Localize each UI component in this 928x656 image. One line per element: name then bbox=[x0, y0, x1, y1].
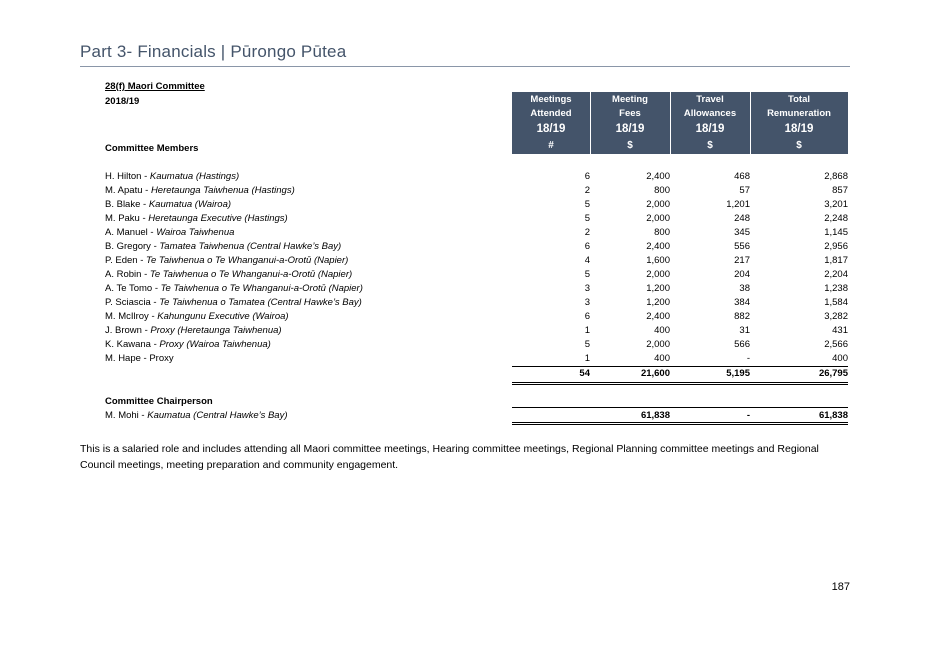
role-text: Proxy (Heretaunga Taiwhenua) bbox=[150, 325, 282, 336]
cell-travel: 204 bbox=[734, 269, 750, 280]
header-line: Remuneration bbox=[767, 108, 831, 119]
header-total bbox=[750, 92, 848, 154]
name-text: M. McIlroy - bbox=[105, 311, 158, 322]
cell-travel: 1,201 bbox=[726, 199, 750, 210]
member-name bbox=[105, 227, 234, 238]
name-text: A. Robin - bbox=[105, 269, 150, 280]
header-line: Attended bbox=[530, 108, 572, 119]
name-text: M. Mohi - bbox=[105, 410, 148, 421]
table-row bbox=[105, 325, 848, 339]
cell-meetings: 3 bbox=[584, 297, 590, 308]
member-name bbox=[105, 269, 352, 280]
table-row bbox=[105, 213, 848, 227]
name-text: A. Manuel - bbox=[105, 227, 157, 238]
table-row bbox=[105, 241, 848, 255]
cell-travel: 57 bbox=[739, 185, 750, 196]
role-text: Wairoa Taiwhenua bbox=[156, 227, 235, 238]
cell-fees: 1,200 bbox=[646, 283, 670, 294]
cell-fees: 2,400 bbox=[646, 241, 670, 252]
header-line: Travel bbox=[696, 94, 724, 105]
chair-rule-bottom-double bbox=[512, 424, 848, 425]
role-text: Tamatea Taiwhenua (Central Hawke’s Bay) bbox=[159, 241, 342, 252]
name-text: B. Gregory - bbox=[105, 241, 160, 252]
chair-total: 61,838 bbox=[818, 410, 848, 421]
total-fees: 21,600 bbox=[640, 368, 670, 379]
header-line: 18/19 bbox=[695, 123, 725, 135]
cell-meetings: 4 bbox=[584, 255, 590, 266]
table-row bbox=[105, 171, 848, 185]
cell-travel: 468 bbox=[734, 171, 750, 182]
cell-meetings: 6 bbox=[584, 311, 590, 322]
section-year: 2018/19 bbox=[105, 96, 140, 107]
member-name bbox=[105, 353, 174, 364]
cell-meetings: 5 bbox=[584, 199, 590, 210]
cell-travel: 345 bbox=[734, 227, 750, 238]
name-text: J. Brown - bbox=[105, 325, 151, 336]
header-line: Allowances bbox=[683, 108, 737, 119]
member-name bbox=[105, 311, 289, 322]
table-row bbox=[105, 353, 848, 367]
role-text: Kaumatua (Hastings) bbox=[149, 171, 240, 182]
members-label: Committee Members bbox=[105, 143, 199, 154]
name-text: P. Eden - bbox=[105, 255, 147, 266]
header-line: Meeting bbox=[612, 94, 648, 105]
cell-total: 2,566 bbox=[824, 339, 848, 350]
table-row bbox=[105, 297, 848, 311]
cell-fees: 800 bbox=[654, 227, 670, 238]
header-line: Fees bbox=[619, 108, 641, 119]
header-line: 18/19 bbox=[615, 123, 645, 135]
totals-row bbox=[105, 368, 848, 382]
role-text: Proxy (Wairoa Taiwhenua) bbox=[159, 339, 271, 350]
chair-rule-bottom bbox=[512, 422, 848, 423]
cell-fees: 2,000 bbox=[646, 199, 670, 210]
table-row bbox=[105, 199, 848, 213]
name-text: M. Hape - Proxy bbox=[105, 353, 174, 364]
title-rule bbox=[80, 66, 850, 67]
header-line: 18/19 bbox=[536, 123, 566, 135]
cell-travel: - bbox=[746, 353, 750, 364]
cell-total: 2,204 bbox=[824, 269, 848, 280]
role-text: Heretaunga Taiwhenua (Hastings) bbox=[150, 185, 295, 196]
cell-fees: 800 bbox=[654, 185, 670, 196]
name-text: P. Sciascia - bbox=[105, 297, 160, 308]
cell-total: 3,282 bbox=[824, 311, 848, 322]
cell-fees: 2,000 bbox=[646, 339, 670, 350]
cell-total: 2,956 bbox=[824, 241, 848, 252]
cell-travel: 384 bbox=[734, 297, 750, 308]
cell-meetings: 6 bbox=[584, 171, 590, 182]
header-unit: $ bbox=[707, 140, 713, 151]
name-text: K. Kawana - bbox=[105, 339, 160, 350]
table-row bbox=[105, 185, 848, 199]
name-text: A. Te Tomo - bbox=[105, 283, 161, 294]
table-row bbox=[105, 283, 848, 297]
member-name bbox=[105, 339, 271, 350]
cell-total: 3,201 bbox=[824, 199, 848, 210]
member-name bbox=[105, 297, 362, 308]
header-line: Total bbox=[788, 94, 810, 105]
member-name bbox=[105, 199, 231, 210]
cell-meetings: 5 bbox=[584, 269, 590, 280]
total-rule-bottom-double bbox=[512, 384, 848, 385]
footnote: This is a salaried role and includes attending all Maori committee meetings, Hearing committee meetings, Regional Planning committee meetings and Regional Council meetings, meeting preparation and community engagement. bbox=[80, 443, 819, 471]
table-row bbox=[105, 227, 848, 241]
member-name bbox=[105, 213, 288, 224]
cell-total: 2,248 bbox=[824, 213, 848, 224]
role-text: Te Taiwhenua o Te Whanganui-a-Orotū (Napier) bbox=[149, 269, 353, 280]
section-title: 28(f) Maori Committee bbox=[105, 81, 205, 92]
table-header bbox=[512, 92, 848, 154]
chair-travel: - bbox=[746, 410, 750, 421]
total-remuneration: 26,795 bbox=[818, 368, 848, 379]
header-meetings bbox=[512, 92, 591, 154]
name-text: M. Apatu - bbox=[105, 185, 151, 196]
total-rule-top bbox=[512, 366, 848, 367]
cell-meetings: 3 bbox=[584, 283, 590, 294]
cell-meetings: 2 bbox=[584, 185, 590, 196]
table-row bbox=[105, 339, 848, 353]
member-name bbox=[105, 255, 348, 266]
member-name bbox=[105, 171, 239, 182]
cell-total: 2,868 bbox=[824, 171, 848, 182]
cell-fees: 2,400 bbox=[646, 311, 670, 322]
role-text: Te Taiwhenua o Tamatea (Central Hawke’s Bay) bbox=[159, 297, 362, 308]
member-name bbox=[105, 185, 295, 196]
cell-travel: 31 bbox=[739, 325, 750, 336]
table-row bbox=[105, 269, 848, 283]
cell-total: 1,584 bbox=[824, 297, 848, 308]
cell-meetings: 1 bbox=[584, 353, 590, 364]
cell-total: 857 bbox=[832, 185, 848, 196]
total-rule-bottom bbox=[512, 382, 848, 383]
role-text: Kaumatua (Central Hawke’s Bay) bbox=[147, 410, 288, 421]
cell-travel: 566 bbox=[734, 339, 750, 350]
member-name bbox=[105, 241, 341, 252]
header-unit: # bbox=[548, 140, 554, 151]
cell-travel: 248 bbox=[734, 213, 750, 224]
name-text: B. Blake - bbox=[105, 199, 149, 210]
cell-meetings: 5 bbox=[584, 339, 590, 350]
cell-total: 1,817 bbox=[824, 255, 848, 266]
chair-rule-top bbox=[512, 407, 848, 408]
header-unit: $ bbox=[796, 140, 802, 151]
name-text: M. Paku - bbox=[105, 213, 149, 224]
name-text: H. Hilton - bbox=[105, 171, 150, 182]
member-name bbox=[105, 283, 363, 294]
role-text: Heretaunga Executive (Hastings) bbox=[148, 213, 288, 224]
chair-label: Committee Chairperson bbox=[105, 396, 213, 407]
cell-total: 1,145 bbox=[824, 227, 848, 238]
cell-total: 1,238 bbox=[824, 283, 848, 294]
header-travel bbox=[670, 92, 751, 154]
header-line: 18/19 bbox=[784, 123, 814, 135]
cell-fees: 2,000 bbox=[646, 213, 670, 224]
cell-fees: 1,600 bbox=[646, 255, 670, 266]
cell-total: 431 bbox=[832, 325, 848, 336]
header-line: Meetings bbox=[530, 94, 572, 105]
cell-travel: 882 bbox=[734, 311, 750, 322]
role-text: Kahungunu Executive (Wairoa) bbox=[157, 311, 289, 322]
cell-travel: 217 bbox=[734, 255, 750, 266]
cell-meetings: 1 bbox=[584, 325, 590, 336]
cell-meetings: 6 bbox=[584, 241, 590, 252]
member-name bbox=[105, 325, 282, 336]
table-row bbox=[105, 255, 848, 269]
cell-travel: 556 bbox=[734, 241, 750, 252]
role-text: Kaumatua (Wairoa) bbox=[148, 199, 232, 210]
cell-travel: 38 bbox=[739, 283, 750, 294]
cell-fees: 1,200 bbox=[646, 297, 670, 308]
header-fees bbox=[590, 92, 671, 154]
cell-meetings: 5 bbox=[584, 213, 590, 224]
cell-fees: 400 bbox=[654, 353, 670, 364]
cell-meetings: 2 bbox=[584, 227, 590, 238]
cell-fees: 400 bbox=[654, 325, 670, 336]
page-number: 187 bbox=[831, 581, 850, 593]
cell-fees: 2,400 bbox=[646, 171, 670, 182]
cell-total: 400 bbox=[832, 353, 848, 364]
cell-fees: 2,000 bbox=[646, 269, 670, 280]
chair-fees: 61,838 bbox=[640, 410, 670, 421]
page-title: Part 3- Financials | Pūrongo Pūtea bbox=[80, 42, 347, 61]
chair-name bbox=[105, 410, 288, 421]
total-meetings: 54 bbox=[579, 368, 590, 379]
role-text: Te Taiwhenua o Te Whanganui-a-Orotū (Napier) bbox=[160, 283, 363, 294]
role-text: Te Taiwhenua o Te Whanganui-a-Orotū (Napier) bbox=[146, 255, 349, 266]
header-unit: $ bbox=[627, 140, 633, 151]
table-row bbox=[105, 311, 848, 325]
total-travel: 5,195 bbox=[726, 368, 750, 379]
